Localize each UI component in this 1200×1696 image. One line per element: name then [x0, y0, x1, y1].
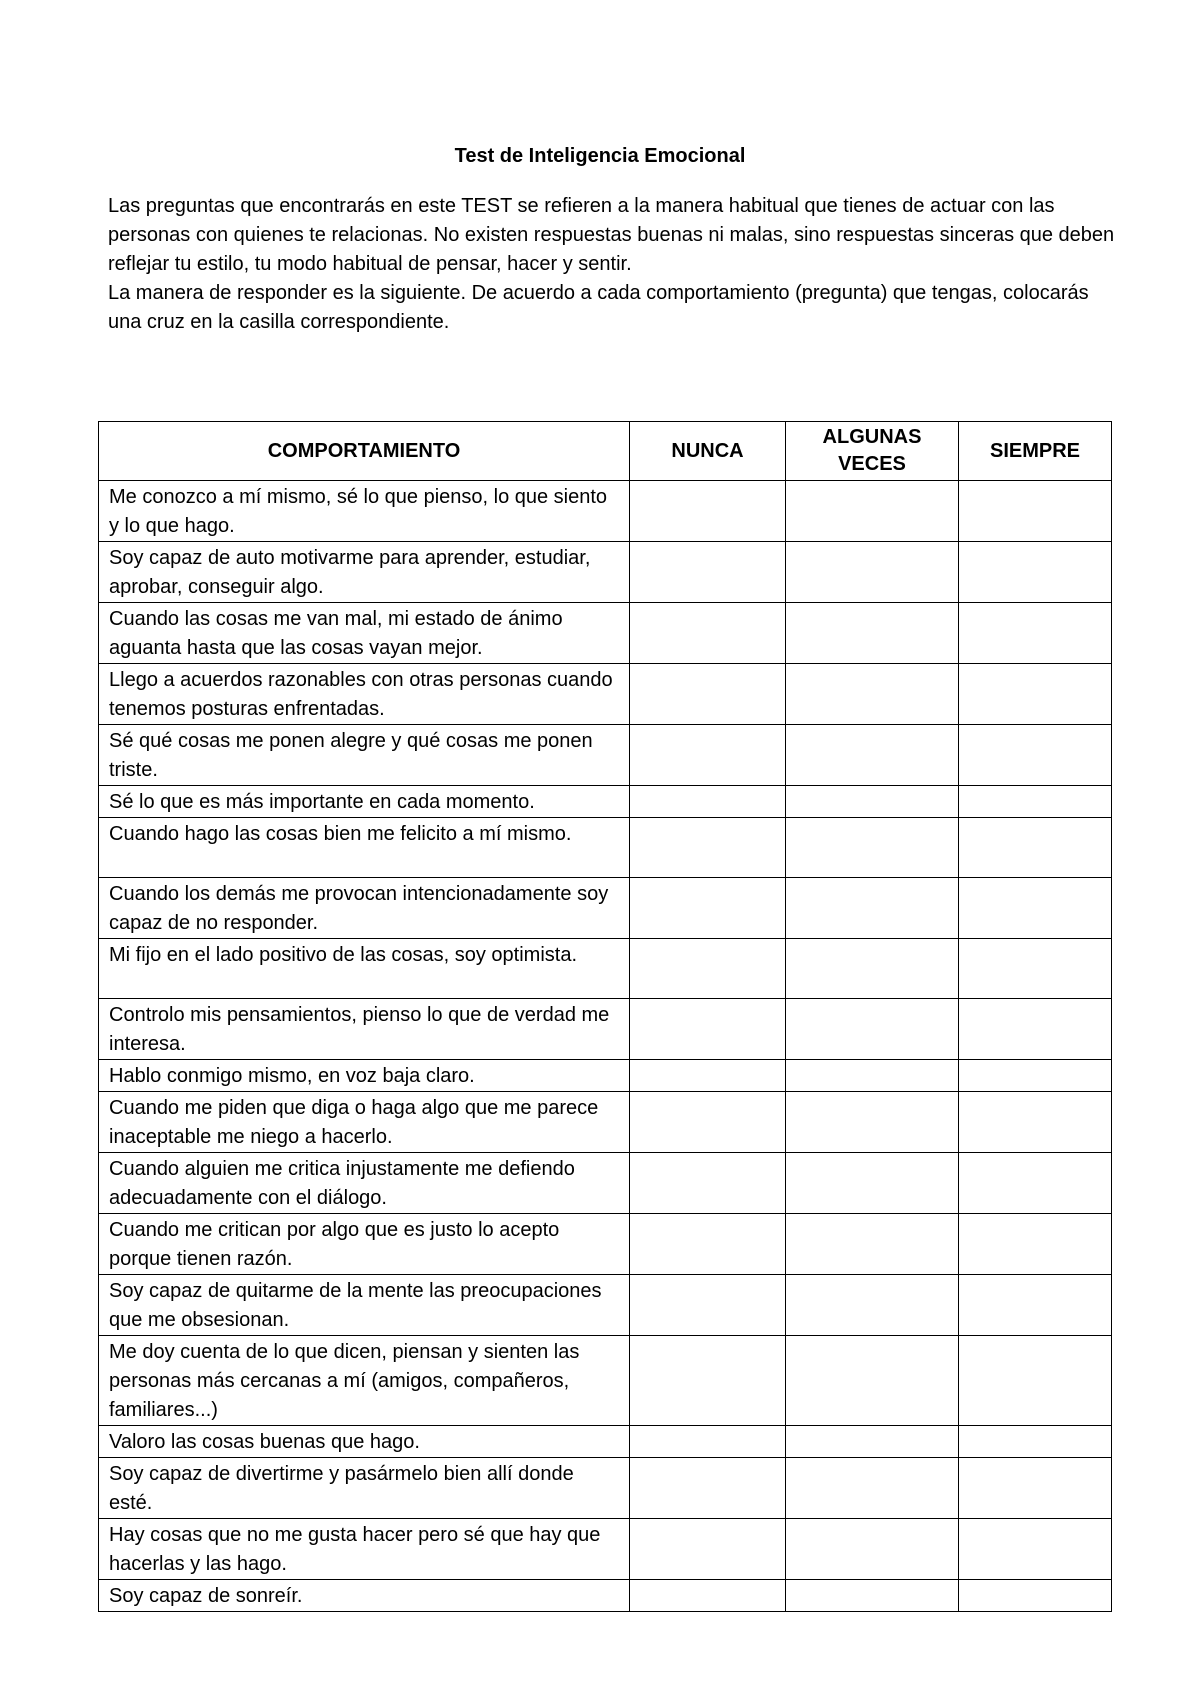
answer-cell-algunas-veces[interactable] [786, 603, 959, 664]
answer-cell-nunca[interactable] [630, 818, 786, 878]
behavior-text: Sé qué cosas me ponen alegre y qué cosas me ponen triste. [99, 725, 630, 786]
answer-cell-nunca[interactable] [630, 1580, 786, 1612]
answer-cell-siempre[interactable] [959, 1336, 1112, 1426]
answer-cell-nunca[interactable] [630, 664, 786, 725]
table-row [99, 1275, 1112, 1336]
answer-cell-algunas-veces[interactable] [786, 1426, 959, 1458]
answer-cell-algunas-veces[interactable] [786, 1336, 959, 1426]
table-row [99, 999, 1112, 1060]
answer-cell-nunca[interactable] [630, 786, 786, 818]
answer-cell-nunca[interactable] [630, 939, 786, 999]
answer-cell-nunca[interactable] [630, 1153, 786, 1214]
behavior-text: Cuando me piden que diga o haga algo que me parece inaceptable me niego a hacerlo. [99, 1092, 630, 1153]
behavior-text: Controlo mis pensamientos, pienso lo que de verdad me interesa. [99, 999, 630, 1060]
answer-cell-algunas-veces[interactable] [786, 939, 959, 999]
answer-cell-nunca[interactable] [630, 1275, 786, 1336]
table-row [99, 1426, 1112, 1458]
behavior-text: Cuando me critican por algo que es justo lo acepto porque tienen razón. [99, 1214, 630, 1275]
header-algunas-veces-label: ALGUNAS VECES [822, 426, 922, 475]
instructions-paragraph-2: La manera de responder es la siguiente. De acuerdo a cada comportamiento (pregunta) que tengas, colocarás una cruz en la casilla correspondiente. [108, 282, 1089, 333]
answer-cell-siempre[interactable] [959, 939, 1112, 999]
table-row [99, 542, 1112, 603]
table-row [99, 603, 1112, 664]
answer-cell-nunca[interactable] [630, 1092, 786, 1153]
answer-cell-siempre[interactable] [959, 603, 1112, 664]
table-row [99, 481, 1112, 542]
answer-cell-siempre[interactable] [959, 725, 1112, 786]
table-body [99, 481, 1112, 1612]
answer-cell-nunca[interactable] [630, 1336, 786, 1426]
table-row [99, 1214, 1112, 1275]
behavior-text: Cuando hago las cosas bien me felicito a mí mismo. [99, 818, 630, 878]
answer-cell-algunas-veces[interactable] [786, 481, 959, 542]
answer-cell-algunas-veces[interactable] [786, 818, 959, 878]
behavior-text: Soy capaz de divertirme y pasármelo bien allí donde esté. [99, 1458, 630, 1519]
table-row [99, 1458, 1112, 1519]
answer-cell-siempre[interactable] [959, 1426, 1112, 1458]
answer-cell-nunca[interactable] [630, 1458, 786, 1519]
answer-cell-algunas-veces[interactable] [786, 1580, 959, 1612]
answer-cell-algunas-veces[interactable] [786, 1275, 959, 1336]
answer-cell-algunas-veces[interactable] [786, 1060, 959, 1092]
answer-cell-nunca[interactable] [630, 481, 786, 542]
instructions [108, 192, 1118, 337]
answer-cell-siempre[interactable] [959, 481, 1112, 542]
table-header-row [99, 422, 1112, 481]
behavior-text: Sé lo que es más importante en cada momento. [99, 786, 630, 818]
answer-cell-nunca[interactable] [630, 542, 786, 603]
answer-cell-siempre[interactable] [959, 1519, 1112, 1580]
header-nunca: NUNCA [630, 422, 786, 481]
table-row [99, 1519, 1112, 1580]
answer-cell-algunas-veces[interactable] [786, 725, 959, 786]
behavior-text: Me conozco a mí mismo, sé lo que pienso, lo que siento y lo que hago. [99, 481, 630, 542]
answer-cell-siempre[interactable] [959, 1275, 1112, 1336]
behavior-text: Mi fijo en el lado positivo de las cosas, soy optimista. [99, 939, 630, 999]
answer-cell-siempre[interactable] [959, 786, 1112, 818]
behavior-table [98, 421, 1112, 1612]
table-row [99, 786, 1112, 818]
behavior-text: Soy capaz de sonreír. [99, 1580, 630, 1612]
table-row [99, 1153, 1112, 1214]
table-row [99, 725, 1112, 786]
table-row [99, 1336, 1112, 1426]
behavior-text: Cuando los demás me provocan intencionadamente soy capaz de no responder. [99, 878, 630, 939]
table-row [99, 939, 1112, 999]
answer-cell-algunas-veces[interactable] [786, 1458, 959, 1519]
answer-cell-algunas-veces[interactable] [786, 1092, 959, 1153]
answer-cell-siempre[interactable] [959, 878, 1112, 939]
behavior-text: Hablo conmigo mismo, en voz baja claro. [99, 1060, 630, 1092]
answer-cell-siempre[interactable] [959, 1458, 1112, 1519]
table-row [99, 1060, 1112, 1092]
answer-cell-siempre[interactable] [959, 1153, 1112, 1214]
answer-cell-algunas-veces[interactable] [786, 786, 959, 818]
answer-cell-algunas-veces[interactable] [786, 878, 959, 939]
answer-cell-algunas-veces[interactable] [786, 664, 959, 725]
answer-cell-algunas-veces[interactable] [786, 542, 959, 603]
answer-cell-algunas-veces[interactable] [786, 1153, 959, 1214]
answer-cell-siempre[interactable] [959, 818, 1112, 878]
answer-cell-nunca[interactable] [630, 999, 786, 1060]
answer-cell-siempre[interactable] [959, 1580, 1112, 1612]
answer-cell-nunca[interactable] [630, 878, 786, 939]
table-row [99, 664, 1112, 725]
answer-cell-siempre[interactable] [959, 1214, 1112, 1275]
answer-cell-algunas-veces[interactable] [786, 1519, 959, 1580]
answer-cell-nunca[interactable] [630, 1214, 786, 1275]
header-algunas-veces [786, 422, 959, 481]
instructions-paragraph-1: Las preguntas que encontrarás en este TEST se refieren a la manera habitual que tienes de actuar con las personas con quienes te relacionas. No existen respuestas buenas ni malas, sino respuestas sinceras que deben reflejar tu estilo, tu modo habitual de pensar, hacer y sentir. [108, 195, 1115, 275]
answer-cell-nunca[interactable] [630, 1519, 786, 1580]
answer-cell-siempre[interactable] [959, 999, 1112, 1060]
table-row [99, 1580, 1112, 1612]
behavior-text: Soy capaz de auto motivarme para aprender, estudiar, aprobar, conseguir algo. [99, 542, 630, 603]
table-row [99, 818, 1112, 878]
answer-cell-algunas-veces[interactable] [786, 999, 959, 1060]
behavior-text: Soy capaz de quitarme de la mente las preocupaciones que me obsesionan. [99, 1275, 630, 1336]
answer-cell-nunca[interactable] [630, 725, 786, 786]
answer-cell-siempre[interactable] [959, 1060, 1112, 1092]
header-comportamiento: COMPORTAMIENTO [99, 422, 630, 481]
answer-cell-algunas-veces[interactable] [786, 1214, 959, 1275]
answer-cell-nunca[interactable] [630, 603, 786, 664]
answer-cell-nunca[interactable] [630, 1060, 786, 1092]
answer-cell-nunca[interactable] [630, 1426, 786, 1458]
answer-cell-siempre[interactable] [959, 542, 1112, 603]
table-row [99, 1092, 1112, 1153]
behavior-text: Cuando alguien me critica injustamente me defiendo adecuadamente con el diálogo. [99, 1153, 630, 1214]
answer-cell-siempre[interactable] [959, 664, 1112, 725]
header-siempre: SIEMPRE [959, 422, 1112, 481]
behavior-text: Cuando las cosas me van mal, mi estado de ánimo aguanta hasta que las cosas vayan mejor. [99, 603, 630, 664]
answer-cell-siempre[interactable] [959, 1092, 1112, 1153]
behavior-text: Valoro las cosas buenas que hago. [99, 1426, 630, 1458]
page-title: Test de Inteligencia Emocional [454, 145, 746, 167]
table-row [99, 878, 1112, 939]
behavior-text: Hay cosas que no me gusta hacer pero sé que hay que hacerlas y las hago. [99, 1519, 630, 1580]
behavior-text: Llego a acuerdos razonables con otras personas cuando tenemos posturas enfrentadas. [99, 664, 630, 725]
behavior-text: Me doy cuenta de lo que dicen, piensan y sienten las personas más cercanas a mí (amigos, compañeros, familiares...) [99, 1336, 630, 1426]
